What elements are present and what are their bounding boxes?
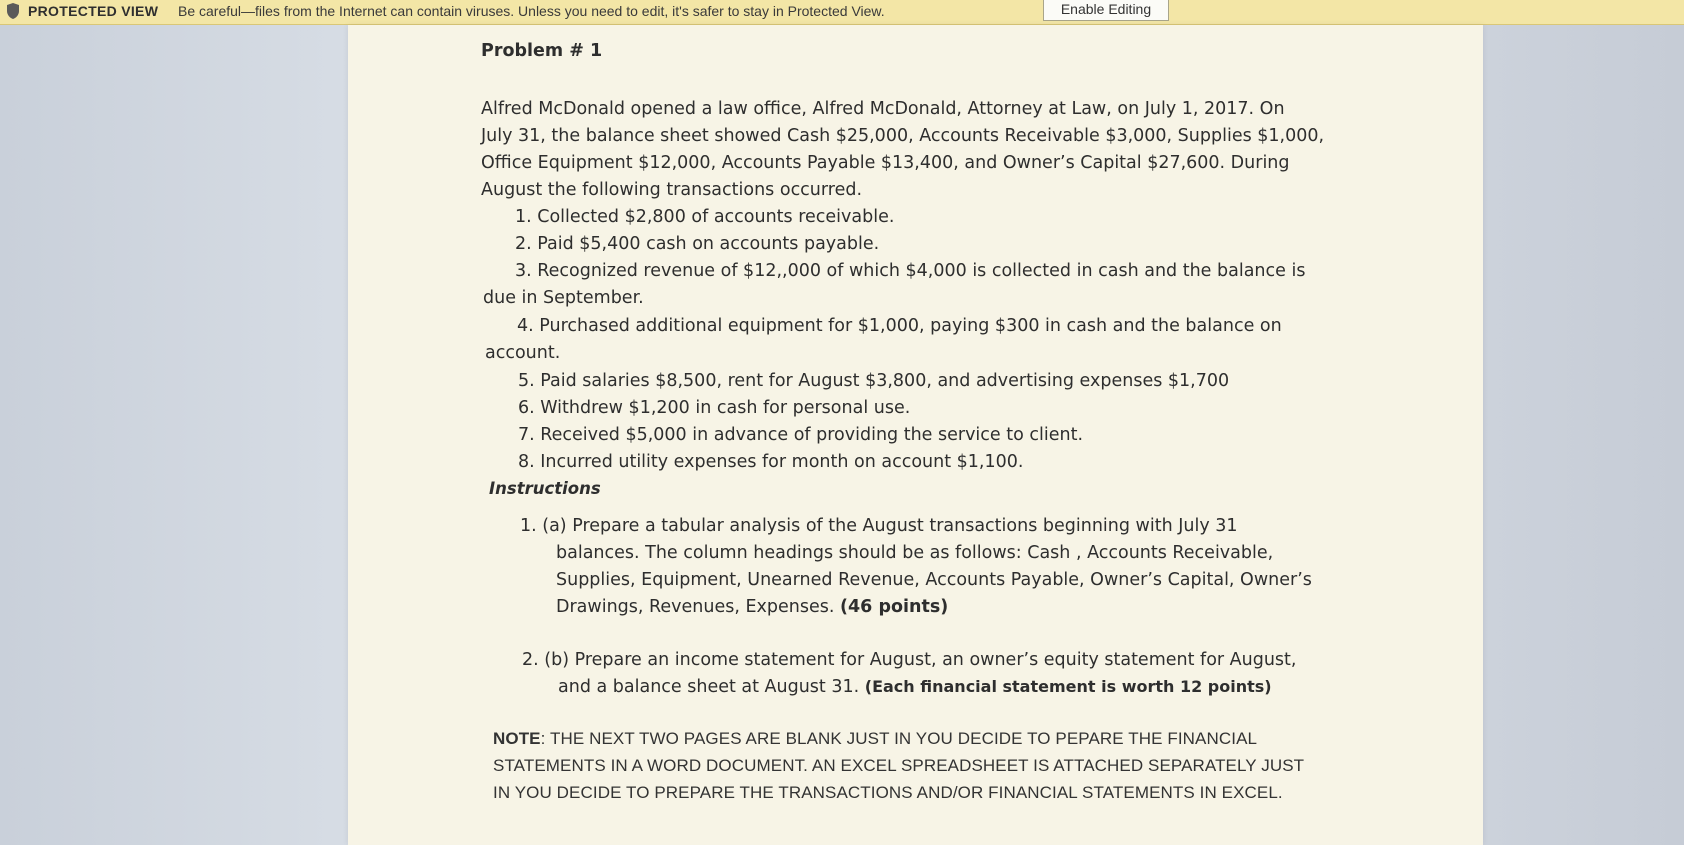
instruction-item-text-part: and a balance sheet at August 31. <box>558 677 860 697</box>
shield-icon <box>6 2 20 20</box>
instruction-item-text <box>558 677 1272 697</box>
transaction-item-continued: account. <box>485 343 561 363</box>
instruction-item-text <box>556 597 948 617</box>
transaction-item: 4. Purchased additional equipment for $1,000, paying $300 in cash and the balance on <box>517 316 1282 336</box>
protected-view-label: PROTECTED VIEW <box>28 3 159 19</box>
note-label: NOTE <box>493 729 541 748</box>
points-label: (46 points) <box>840 597 949 617</box>
note-line <box>493 729 1257 749</box>
document-body <box>348 25 1483 845</box>
note-line: IN YOU DECIDE TO PREPARE THE TRANSACTIONS AND/OR FINANCIAL STATEMENTS IN EXCEL. <box>493 783 1283 802</box>
instruction-item: 2. (b) Prepare an income statement for August, an owner’s equity statement for August, <box>522 650 1297 670</box>
instructions-heading: Instructions <box>489 479 601 498</box>
transaction-item-continued: due in September. <box>483 288 644 308</box>
transaction-item: 8. Incurred utility expenses for month on account $1,100. <box>518 452 1024 472</box>
transaction-item: 2. Paid $5,400 cash on accounts payable. <box>515 234 880 254</box>
transaction-item: 5. Paid salaries $8,500, rent for August $3,800, and advertising expenses $1,700 <box>518 371 1230 391</box>
note-text: : THE NEXT TWO PAGES ARE BLANK JUST IN YOU DECIDE TO PEPARE THE FINANCIAL <box>540 729 1258 748</box>
intro-line: Office Equipment $12,000, Accounts Payable $13,400, and Owner’s Capital $27,600. During <box>481 153 1290 173</box>
intro-line: August the following transactions occurred. <box>481 180 863 200</box>
transaction-item: 6. Withdrew $1,200 in cash for personal use. <box>518 398 911 418</box>
problem-title: Problem # 1 <box>481 41 603 61</box>
transaction-item: 1. Collected $2,800 of accounts receivable. <box>515 207 895 227</box>
document-page <box>348 25 1483 845</box>
instruction-item-text-part: Drawings, Revenues, Expenses. <box>556 597 835 617</box>
intro-line: Alfred McDonald opened a law office, Alfred McDonald, Attorney at Law, on July 1, 2017. On <box>481 99 1285 119</box>
instruction-item-text: balances. The column headings should be as follows: Cash , Accounts Receivable, <box>556 543 1274 563</box>
instruction-item: 1. (a) Prepare a tabular analysis of the August transactions beginning with July 31 <box>520 516 1238 536</box>
note-line: STATEMENTS IN A WORD DOCUMENT. AN EXCEL SPREADSHEET IS ATTACHED SEPARATELY JUST <box>493 756 1305 775</box>
protected-view-message: Be careful—files from the Internet can contain viruses. Unless you need to edit, it's safer to stay in Protected View. <box>178 3 885 19</box>
instruction-item-text: Supplies, Equipment, Unearned Revenue, Accounts Payable, Owner’s Capital, Owner’s <box>556 570 1312 590</box>
protected-view-bar <box>0 0 1684 25</box>
intro-line: July 31, the balance sheet showed Cash $25,000, Accounts Receivable $3,000, Supplies $1,000, <box>481 126 1325 146</box>
transaction-item: 3. Recognized revenue of $12,,000 of which $4,000 is collected in cash and the balance is <box>515 261 1306 281</box>
enable-editing-button[interactable]: Enable Editing <box>1043 0 1169 21</box>
points-label: (Each financial statement is worth 12 points) <box>864 677 1272 696</box>
transaction-item: 7. Received $5,000 in advance of providing the service to client. <box>518 425 1084 445</box>
